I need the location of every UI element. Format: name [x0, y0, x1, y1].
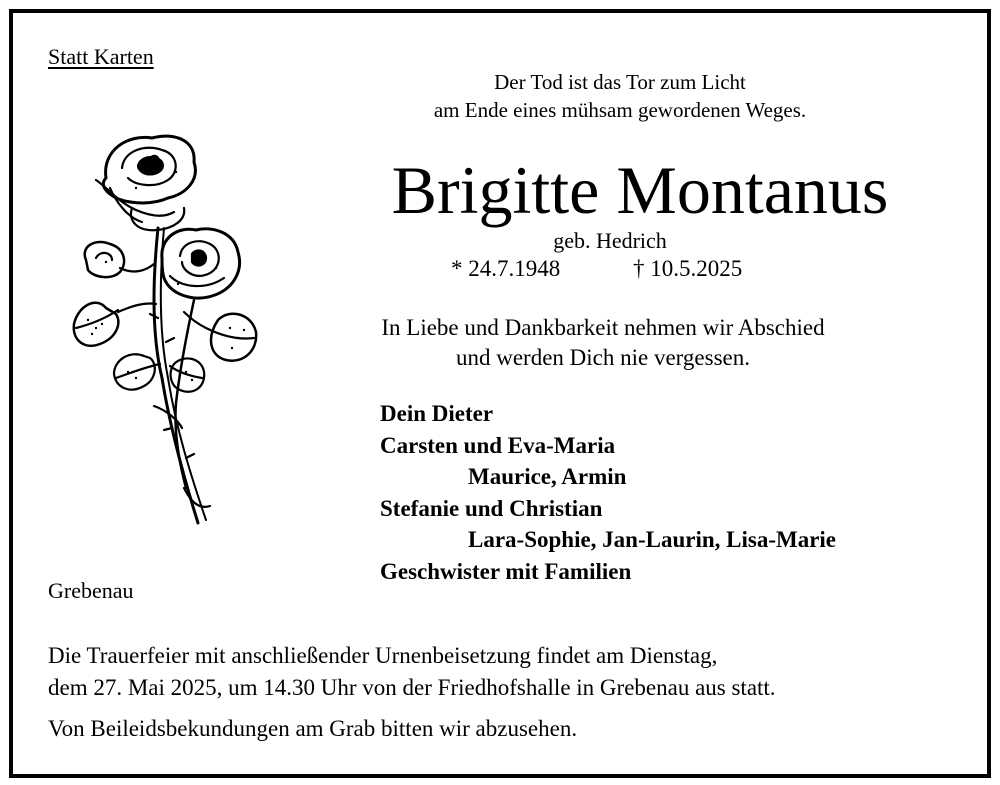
mourner-line: Maurice, Armin — [468, 464, 627, 489]
birth-date: * 24.7.1948 — [451, 256, 561, 281]
motto-line-1: Der Tod ist das Tor zum Licht — [494, 70, 746, 94]
mourner-line: Dein Dieter — [380, 401, 494, 426]
service-info — [48, 640, 776, 704]
service-line-2: dem 27. Mai 2025, um 14.30 Uhr von der Friedhofshalle in Grebenau aus statt. — [48, 675, 776, 700]
maiden-name: geb. Hedrich — [553, 228, 667, 253]
mourner-line: Carsten und Eva-Maria — [380, 432, 616, 458]
deceased-name: Brigitte Montanus — [391, 152, 889, 228]
place-name: Grebenau — [48, 578, 134, 603]
motto — [340, 68, 900, 124]
mourners-list — [380, 398, 836, 587]
mourner-line: Stefanie und Christian — [380, 495, 603, 521]
motto-line-2: am Ende eines mühsam gewordenen Weges. — [433, 98, 807, 122]
farewell-line-1: In Liebe und Dankbarkeit nehmen wir Abschied — [381, 315, 825, 340]
death-date: † 10.5.2025 — [633, 256, 743, 281]
rose-illustration-icon — [66, 128, 266, 536]
farewell-text — [300, 313, 906, 373]
mourner-line: Lara-Sophie, Jan-Laurin, Lisa-Marie — [468, 527, 837, 552]
statt-karten-label: Statt Karten — [48, 44, 154, 69]
farewell-line-2: und werden Dich nie vergessen. — [455, 345, 750, 370]
condolence-note: Von Beileidsbekundungen am Grab bitten wir abzusehen. — [48, 716, 578, 741]
mourner-line: Geschwister mit Familien — [380, 558, 632, 584]
service-line-1: Die Trauerfeier mit anschließender Urnenbeisetzung findet am Dienstag, — [48, 643, 718, 668]
